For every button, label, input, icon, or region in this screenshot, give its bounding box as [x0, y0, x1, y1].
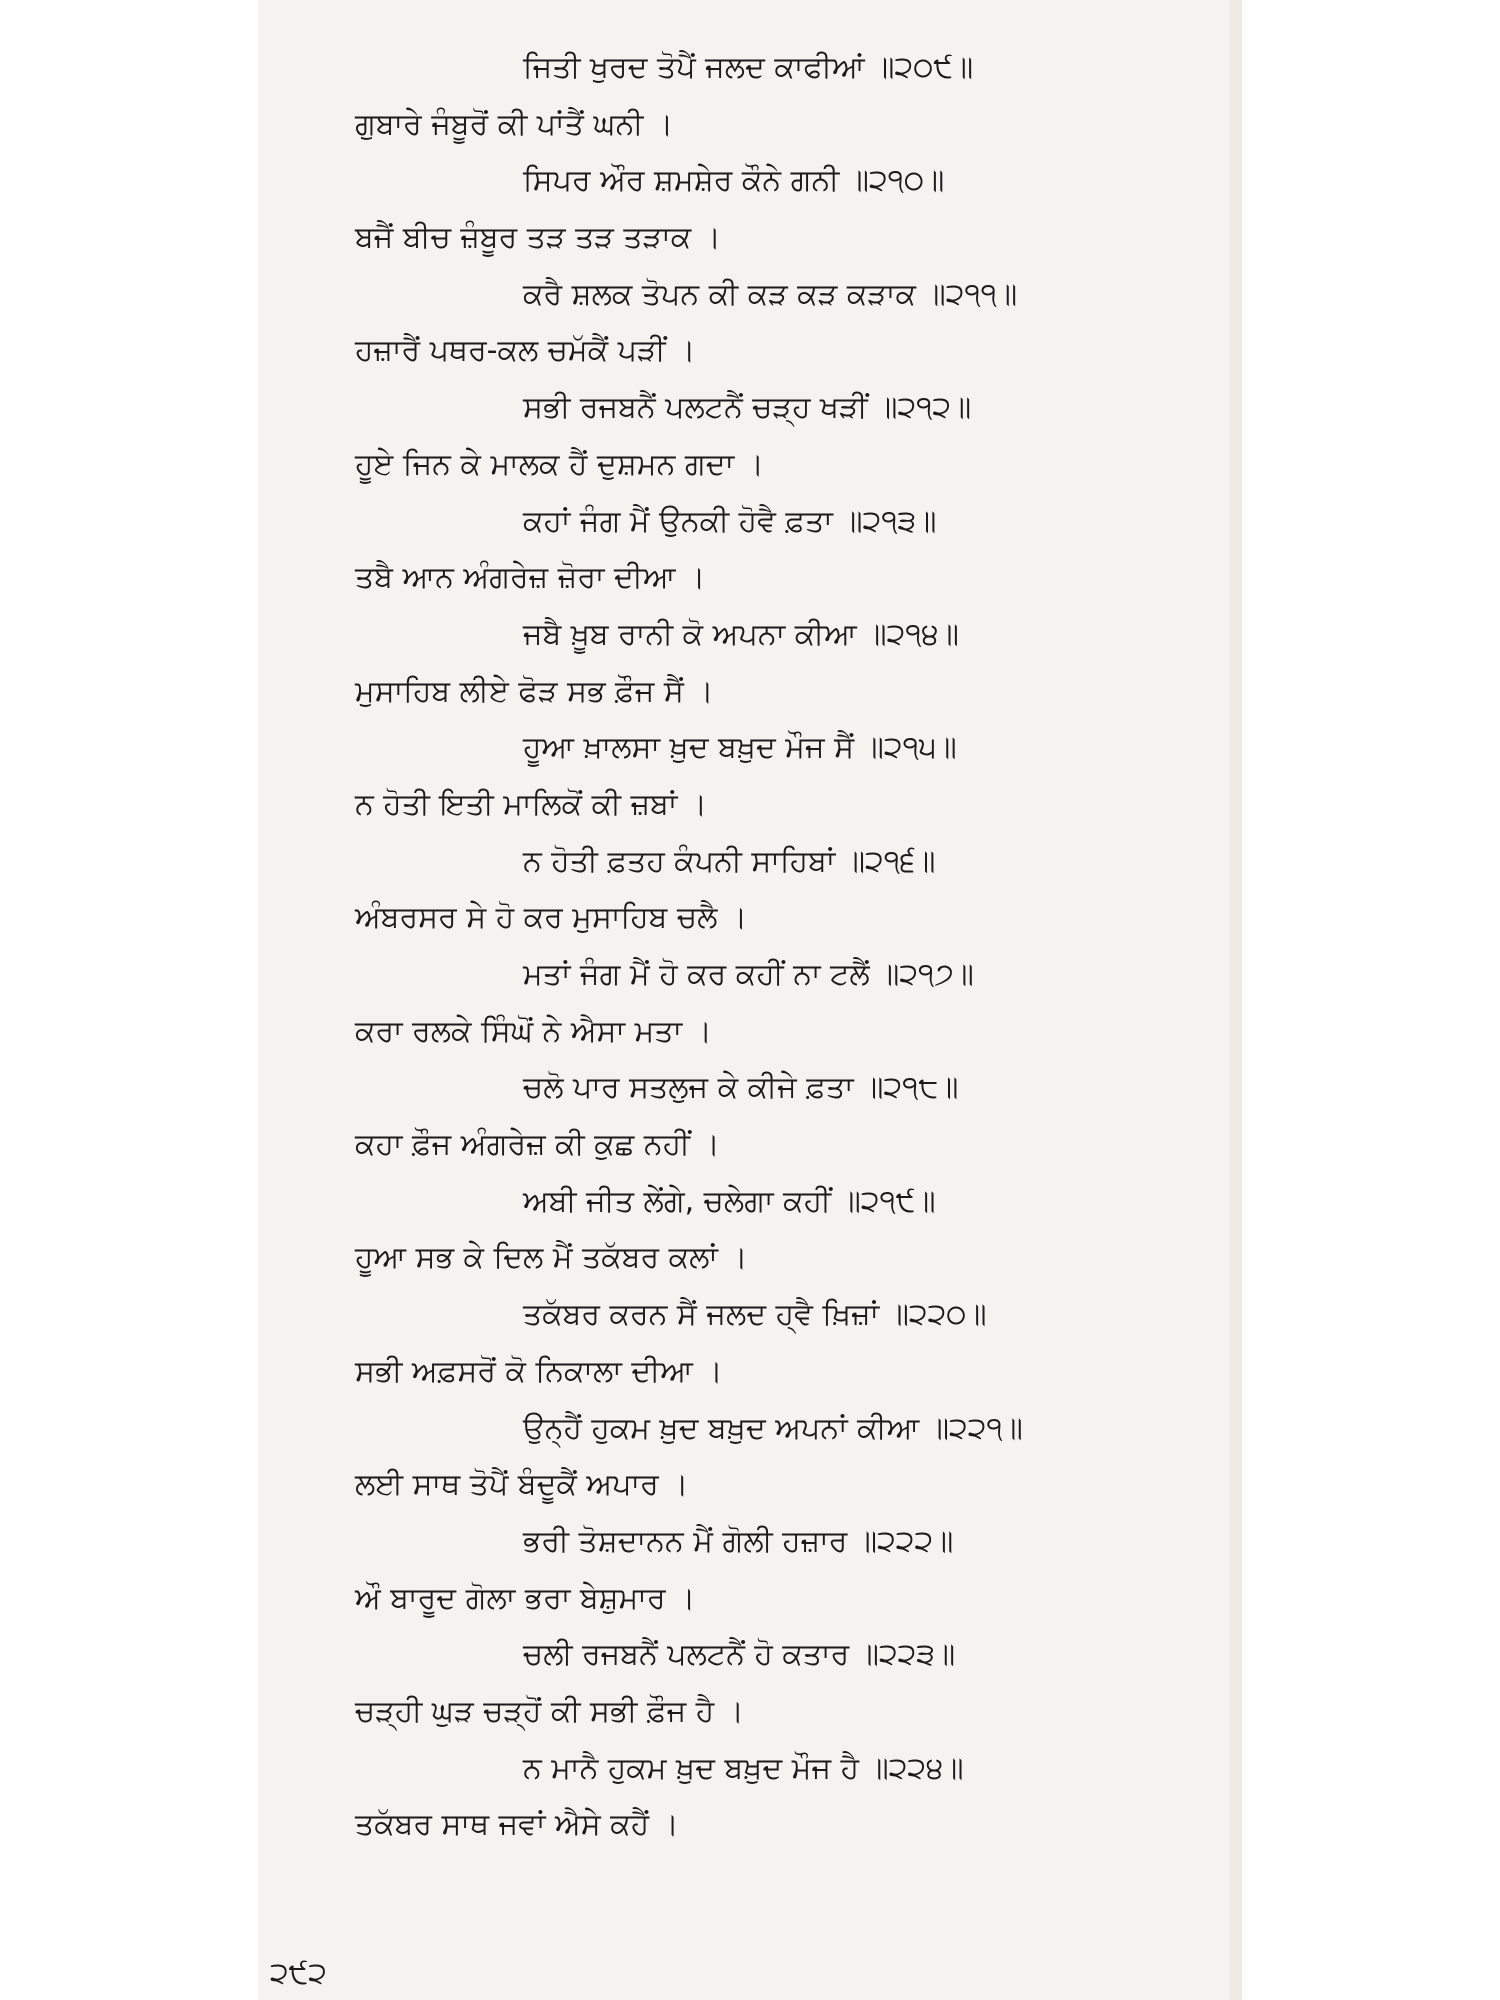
verse-line-first-half: ਕਹਾ ਫ਼ੌਜ ਅੰਗਰੇਜ਼ ਕੀ ਕੁਛ ਨਹੀਂ ।	[355, 1127, 720, 1163]
verse-line-second-half: ਕਰੈ ਸ਼ਲਕ ਤੋਪਨ ਕੀ ਕੜ ਕੜ ਕੜਾਕ ॥੨੧੧॥	[523, 276, 1018, 312]
verse-line-first-half: ਅੰਬਰਸਰ ਸੇ ਹੋ ਕਰ ਮੁਸਾਹਿਬ ਚਲੈ ।	[355, 900, 748, 936]
verse-line-second-half: ਜਿਤੀ ਖੁਰਦ ਤੋਪੈਂ ਜਲਦ ਕਾਫੀਆਂ ॥੨੦੯॥	[523, 50, 974, 85]
verse-line-second-half: ਭਰੀ ਤੋਸ਼ਦਾਨਨ ਮੈਂ ਗੋਲੀ ਹਜ਼ਾਰ ॥੨੨੨॥	[523, 1523, 954, 1559]
verse-line-second-half: ਸਿਪਰ ਔਰ ਸ਼ਮਸ਼ੇਰ ਕੌਨੇ ਗਨੀ ॥੨੧੦॥	[523, 163, 945, 199]
verse-line-first-half: ਲਈ ਸਾਥ ਤੋਪੈਂ ਬੰਦੂਕੈਂ ਅਪਾਰ ।	[355, 1467, 689, 1503]
verse-line-first-half: ਨ ਹੋਤੀ ਇਤੀ ਮਾਲਿਕੋਂ ਕੀ ਜ਼ਬਾਂ ।	[355, 786, 708, 822]
verse-line-second-half: ਤਕੱਬਰ ਕਰਨ ਸੈਂ ਜਲਦ ਹ੍ਵੈ ਖ਼ਿਜ਼ਾਂ ॥੨੨੦॥	[523, 1297, 987, 1333]
verse-line-first-half: ਗੁਬਾਰੇ ਜੰਬੂਰੋਂ ਕੀ ਪਾਂਤੈਂ ਘਨੀ ।	[355, 106, 674, 142]
verse-line-first-half: ਹੂਏ ਜਿਨ ਕੇ ਮਾਲਕ ਹੈਂ ਦੁਸ਼ਮਨ ਗਦਾ ।	[355, 446, 764, 482]
verse-line-first-half: ਚੜ੍ਹੀ ਘੁੜ ਚੜ੍ਹੋਂ ਕੀ ਸਭੀ ਫ਼ੌਜ ਹੈ ।	[355, 1693, 744, 1729]
verse-line-first-half: ਕਰਾ ਰਲਕੇ ਸਿੰਘੋਂ ਨੇ ਐਸਾ ਮਤਾ ।	[355, 1013, 712, 1049]
verse-line-second-half: ਜਬੈ ਖ਼ੂਬ ਰਾਨੀ ਕੋ ਅਪਨਾ ਕੀਆ ॥੨੧੪॥	[523, 616, 960, 652]
verse-line-second-half: ਕਹਾਂ ਜੰਗ ਮੈਂ ਉਨਕੀ ਹੋਵੈ ਫ਼ਤਾ ॥੨੧੩॥	[523, 503, 937, 539]
verse-line-first-half: ਸਭੀ ਅਫ਼ਸਰੋਂ ਕੋ ਨਿਕਾਲਾ ਦੀਆ ।	[355, 1353, 723, 1389]
verse-line-second-half: ਉਨ੍ਹੈਂ ਹੁਕਮ ਖ਼ੁਦ ਬਖ਼ੁਦ ਅਪਨਾਂ ਕੀਆ ॥੨੨੧॥	[523, 1410, 1023, 1446]
verse-line-second-half: ਚਲੋ ਪਾਰ ਸਤਲੁਜ ਕੇ ਕੀਜੇ ਫ਼ਤਾ ॥੨੧੮॥	[523, 1070, 959, 1106]
verse-line-second-half: ਮਤਾਂ ਜੰਗ ਮੈਂ ਹੋ ਕਰ ਕਹੀਂ ਨਾ ਟਲੈਂ ॥੨੧੭॥	[523, 957, 974, 992]
verse-line-first-half: ਮੁਸਾਹਿਬ ਲੀਏ ਫੋੜ ਸਭ ਫ਼ੌਜ ਸੈਂ ।	[355, 673, 714, 709]
page-number: ੨੯੨	[270, 1956, 327, 1991]
verse-line-first-half: ਹੂਆ ਸਭ ਕੇ ਦਿਲ ਮੈਂ ਤਕੱਬਰ ਕਲਾਂ ।	[355, 1240, 748, 1276]
verse-line-second-half: ਸਭੀ ਰਜਬਨੈਂ ਪਲਟਨੈਂ ਚੜ੍ਹ ਖੜੀਂ ॥੨੧੨॥	[523, 390, 972, 426]
verse-line-first-half: ਬਜੈਂ ਬੀਚ ਜ਼ੰਬੂਰ ਤੜ ਤੜ ਤੜਾਕ ।	[355, 220, 722, 256]
verse-line-first-half: ਔ ਬਾਰੂਦ ਗੋਲਾ ਭਰਾ ਬੇਸ਼ੁਮਾਰ ।	[355, 1580, 696, 1616]
verse-line-second-half: ਅਬੀ ਜੀਤ ਲੇਂਗੇ, ਚਲੇਗਾ ਕਹੀਂ ॥੨੧੯॥	[523, 1183, 936, 1219]
verse-line-second-half: ਨ ਮਾਨੈ ਹੁਕਮ ਖ਼ੁਦ ਬਖ਼ੁਦ ਮੌਜ ਹੈ ॥੨੨੪॥	[523, 1750, 964, 1786]
verse-line-first-half: ਤਬੈ ਆਨ ਅੰਗਰੇਜ਼ ਜ਼ੋਰਾ ਦੀਆ ।	[355, 560, 706, 596]
verse-line-second-half: ਨ ਹੋਤੀ ਫ਼ਤਹ ਕੰਪਨੀ ਸਾਹਿਬਾਂ ॥੨੧੬॥	[523, 843, 936, 879]
verse-line-first-half: ਹਜ਼ਾਰੈਂ ਪਥਰ-ਕਲ ਚਮੱਕੈਂ ਪੜੀਂ ।	[355, 333, 696, 369]
verse-line-second-half: ਹੂਆ ਖ਼ਾਲਸਾ ਖ਼ੁਦ ਬਖ਼ੁਦ ਮੌਜ ਸੈਂ ॥੨੧੫॥	[523, 730, 957, 766]
verse-line-second-half: ਚਲੀ ਰਜਬਨੈਂ ਪਲਟਨੈਂ ਹੋ ਕਤਾਰ ॥੨੨੩॥	[523, 1637, 956, 1673]
verse-block	[355, 40, 1235, 1854]
verse-line-first-half: ਤਕੱਬਰ ਸਾਥ ਜਵਾਂ ਐਸੇ ਕਹੈਂ ।	[355, 1807, 679, 1843]
